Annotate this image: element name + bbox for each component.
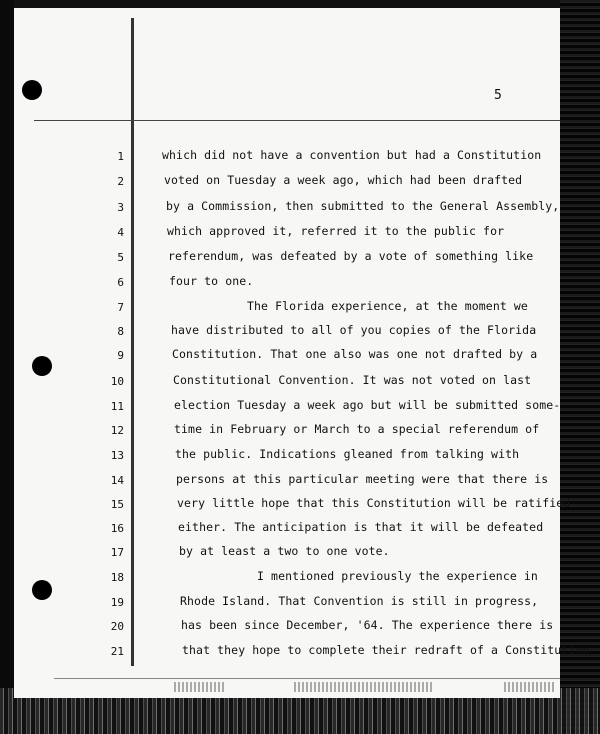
line-number: 2 [117, 175, 124, 188]
transcript-line: which approved it, referred it to the public for [167, 224, 505, 238]
transcript-line: have distributed to all of you copies of the Florida [171, 323, 537, 337]
transcript-line: four to one. [169, 274, 254, 288]
line-number: 5 [117, 251, 124, 264]
line-number: 7 [117, 301, 124, 314]
transcript-line: that they hope to complete their redraft of a Constitution [182, 643, 590, 657]
transcript-line: voted on Tuesday a week ago, which had been drafted [164, 173, 523, 187]
binder-hole-middle [32, 356, 52, 376]
line-number: 13 [110, 449, 124, 462]
line-number: 15 [110, 498, 124, 511]
transcript-line: Constitutional Convention. It was not voted on last [173, 373, 532, 387]
binder-hole-bottom [32, 580, 52, 600]
line-number: 1 [117, 150, 124, 163]
transcript-line: time in February or March to a special referendum of [174, 422, 540, 436]
line-number: 10 [110, 375, 124, 388]
line-number: 9 [117, 349, 124, 362]
transcript-line: by at least a two to one vote. [179, 544, 390, 558]
line-number: 19 [110, 596, 124, 609]
transcript-line: I mentioned previously the experience in [257, 569, 538, 583]
line-number: 18 [110, 571, 124, 584]
footer-smudge-center [294, 682, 434, 692]
transcript-line: very little hope that this Constitution will be ratified [177, 496, 571, 510]
transcript-line: which did not have a convention but had a Constitution [162, 148, 542, 162]
header-rule [34, 120, 560, 121]
line-number: 17 [110, 546, 124, 559]
line-number: 20 [110, 620, 124, 633]
transcript-line: election Tuesday a week ago but will be submitted some- [174, 398, 561, 412]
transcript-line: persons at this particular meeting were that there is [176, 472, 549, 486]
line-number: 3 [117, 201, 124, 214]
transcript-line: Rhode Island. That Convention is still in progress, [180, 594, 539, 608]
footer-rule [54, 678, 560, 679]
line-number: 6 [117, 276, 124, 289]
transcript-line: referendum, was defeated by a vote of something like [168, 249, 534, 263]
line-number: 8 [117, 325, 124, 338]
binder-hole-top [22, 80, 42, 100]
transcript-line: the public. Indications gleaned from talking with [175, 447, 520, 461]
page-number: 5 [494, 88, 502, 103]
line-number: 21 [110, 645, 124, 658]
line-number: 12 [110, 424, 124, 437]
transcript-line: The Florida experience, at the moment we [247, 299, 528, 313]
line-number: 14 [110, 474, 124, 487]
margin-rule [131, 18, 134, 666]
line-number: 16 [110, 522, 124, 535]
transcript-line: Constitution. That one also was one not drafted by a [172, 347, 538, 361]
transcript-line: has been since December, '64. The experience there is [181, 618, 554, 632]
scan-noise-right [560, 0, 600, 734]
scan-edge-left [0, 0, 14, 734]
footer-smudge-left [174, 682, 224, 692]
transcript-page [14, 8, 590, 698]
line-number: 11 [110, 400, 124, 413]
transcript-line: either. The anticipation is that it will be defeated [178, 520, 544, 534]
footer-smudge-right [504, 682, 554, 692]
line-number: 4 [117, 226, 124, 239]
transcript-line: by a Commission, then submitted to the General Assembly, [166, 199, 560, 213]
